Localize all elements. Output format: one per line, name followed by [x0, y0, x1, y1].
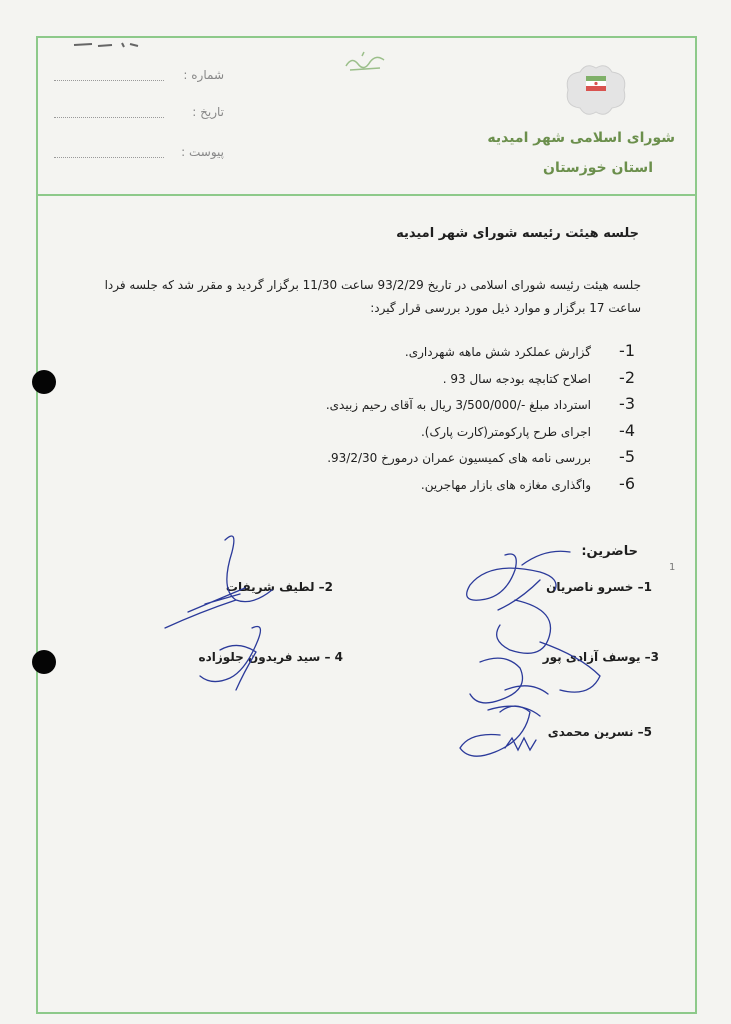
agenda-item [155, 473, 635, 503]
agenda-item-number: 2- [619, 367, 635, 387]
agenda-item [155, 343, 635, 370]
agenda-item-number: 6- [619, 473, 635, 493]
attendees-label: حاضرین: [581, 544, 638, 559]
date-dotted-line [54, 117, 164, 118]
agenda-item-text: گزارش عملکرد شش ماهه شهرداری. [404, 345, 591, 359]
agenda-item-text: اجرای طرح پارکومتر(کارت پارک). [420, 424, 591, 439]
iran-flag-emblem-icon [560, 60, 632, 120]
agenda-list [155, 343, 635, 502]
attendee-name: 5– نسرین محمدی [547, 725, 652, 739]
punch-hole-bottom [32, 650, 56, 674]
body-paragraph: جلسه هیئت رئیسه شورای اسلامی در تاریخ 93/2/29 ساعت 11/30 برگزار گردید و مقرر شد که جلسه فردا ساعت 17 برگزار و موارد ذیل مورد بررسی قرار گیرد: [104, 278, 641, 315]
date-field [54, 105, 224, 125]
attendee-name: 3– یوسف آزادی پور [542, 650, 659, 664]
attachment-field [54, 145, 224, 165]
agenda-item-text: بررسی نامه های کمیسیون عمران درمورخ 93/2/30. [327, 451, 591, 465]
agenda-item [155, 396, 635, 423]
page-frame [36, 36, 697, 1014]
scan-mark [72, 40, 142, 50]
org-name: شورای اسلامی شهر امیدیه [487, 130, 675, 146]
agenda-item-number: 1- [619, 341, 635, 360]
agenda-item [155, 420, 635, 450]
agenda-item-number: 3- [619, 394, 635, 413]
agenda-item-text: اصلاح کتابچه بودجه سال 93 . [442, 371, 591, 386]
attachment-dotted-line [54, 157, 164, 158]
agenda-item [155, 367, 635, 397]
date-label: تاریخ : [192, 105, 224, 119]
org-province: استان خوزستان [543, 160, 653, 176]
bismillah-calligraphy-icon [340, 48, 390, 78]
number-field [54, 68, 224, 88]
agenda-item-text: واگذاری مغازه های بازار مهاجرین. [420, 477, 591, 492]
attendee-name: 1– خسرو ناصریان [546, 580, 652, 594]
document-title: جلسه هیئت رئیسه شورای شهر امیدیه [396, 226, 639, 241]
number-dotted-line [54, 80, 164, 81]
header-divider [36, 194, 697, 196]
attendee-name: 4 – سید فریدون جلوزاده [198, 650, 343, 664]
agenda-item-number: 4- [619, 420, 635, 440]
attendee-name: 2– لطیف شریفات [225, 580, 333, 594]
page-marker: 1 [669, 562, 676, 573]
punch-hole-top [32, 370, 56, 394]
agenda-item [155, 449, 635, 476]
agenda-item-text: استرداد مبلغ -/3/500/000 ریال به آقای رحیم زبیدی. [325, 398, 591, 412]
attachment-label: پیوست : [181, 145, 224, 159]
number-label: شماره : [183, 68, 224, 82]
agenda-item-number: 5- [619, 447, 635, 466]
